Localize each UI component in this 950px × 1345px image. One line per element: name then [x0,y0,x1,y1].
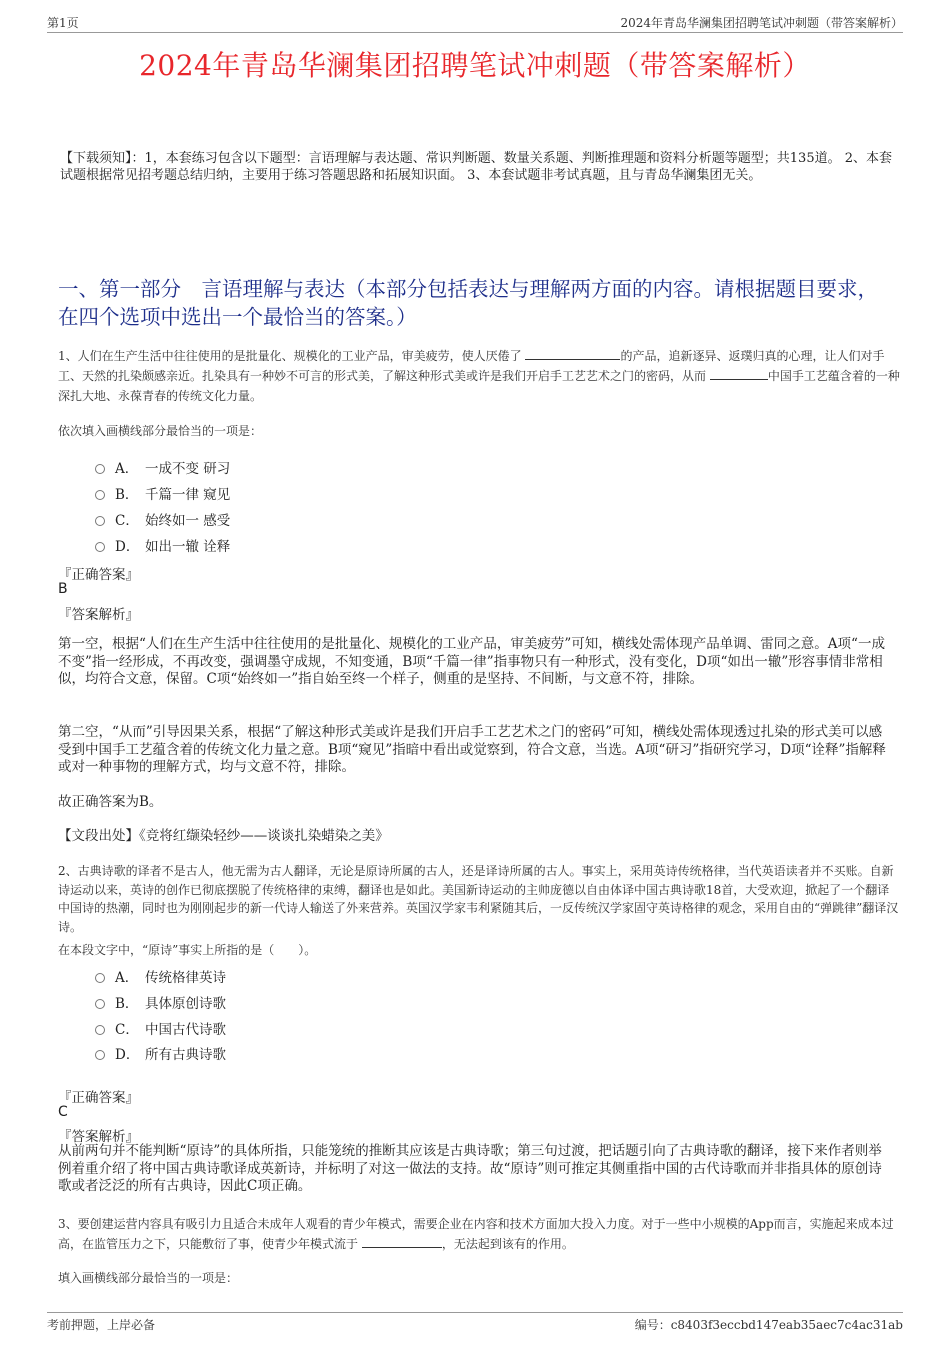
question-3-stem: 3、要创建运营内容具有吸引力且适合未成年人观看的青少年模式，需要企业在内容和技术方面加大投入力度。对于一些中小规模的App而言，实施起来成本过高，在监管压力之下，只能敷衍了事，使青少年模式流于 ，无法起到该有的作用。 [58,1217,894,1251]
radio-icon[interactable] [95,464,105,474]
fill-blank [362,1234,442,1248]
source-note: 【文段出处】《竞将红缬染轻纱——谈谈扎染蜡染之美》 [58,828,389,844]
radio-icon[interactable] [95,973,105,983]
radio-icon[interactable] [95,542,105,552]
question-3-prompt: 填入画横线部分最恰当的一项是： [58,1271,239,1285]
page-number: 第1页 [47,16,79,30]
answer-value: C [58,1104,68,1120]
option-c[interactable]: C． 中国古代诗歌 [95,1018,226,1038]
radio-icon[interactable] [95,490,105,500]
header-doc-title: 2024年青岛华澜集团招聘笔试冲刺题（带答案解析） [620,16,903,30]
answer-label: 『正确答案』 [58,1090,139,1106]
option-b[interactable]: B． 具体原创诗歌 [95,992,226,1012]
radio-icon[interactable] [95,999,105,1009]
question-2-prompt: 在本段文字中，“原诗”事实上所指的是（ ）。 [58,943,317,957]
answer-value: B [58,581,68,597]
answer-label: 『正确答案』 [58,567,139,583]
option-a[interactable]: A． 传统格律英诗 [95,966,226,986]
section-title: 一、第一部分 言语理解与表达（本部分包括表达与理解两方面的内容。请根据题目要求，在四个选项中选出一个最恰当的答案。） [58,277,878,329]
page-header [47,12,903,33]
analysis-paragraph: 第一空，根据“人们在生产生活中往往使用的是批量化、规模化的工业产品，审美疲劳”可知，横线处需体现产品单调、雷同之意。A项“一成不变”指一经形成，不再改变，强调墨守成规，不知变通，B项“千篇一律”指事物只有一种形式，没有变化，D项“如出一辙”形容事情非常相似，均符合文意，保留。C项“始终如一”指自始至终一个样子，侧重的是坚持、不间断，与文意不符，排除。 [58,636,885,687]
document-title: 2024年青岛华澜集团招聘笔试冲刺题（带答案解析） [139,49,811,82]
option-a[interactable]: A． 一成不变 研习 [95,457,230,477]
download-notice: 【下载须知】：1，本套练习包含以下题型：言语理解与表达题、常识判断题、数量关系题、判断推理题和资料分析题等题型；共135道。 2、本套试题根据常见招考题总结归纳，主要用于练习答题思路和拓展知识面。 3、本套试题非考试真题，且与青岛华澜集团无关。 [60,151,892,183]
radio-icon[interactable] [95,1050,105,1060]
analysis-conclusion: 故正确答案为B。 [58,794,163,810]
analysis-label: 『答案解析』 [58,607,139,623]
analysis-paragraph: 第二空，“从而”引导因果关系，根据“了解这种形式美或许是我们开启手工艺艺术之门的密码”可知，横线处需体现透过扎染的形式美可以感受到中国手工艺蕴含着的传统文化力量之意。B项“窥见”指暗中看出或觉察到，符合文意，当选。A项“研习”指研究学习，D项“诠释”指解释或对一种事物的理解方式，均与文意不符，排除。 [58,724,886,775]
footer-slogan: 考前押题，上岸必备 [47,1318,156,1332]
option-c[interactable]: C． 始终如一 感受 [95,509,230,529]
question-1-stem: 1、人们在生产生活中往往使用的是批量化、规模化的工业产品，审美疲劳，使人厌倦了 的产品，追新逐异、返璞归真的心理，让人们对手工、天然的扎染颇感亲近。扎染具有一种妙不可言的形式美，了解这种形式美或许是我们开启手工艺艺术之门的密码，从而 中国手工艺蕴含着的一种深扎大地、永葆青春的传统文化力量。 [58,346,900,406]
fill-blank [525,346,620,360]
radio-icon[interactable] [95,516,105,526]
page-footer [47,1312,903,1333]
footer-id: 编号：c8403f3eccbd147eab35aec7c4ac31ab [634,1318,903,1332]
question-2-stem: 2、古典诗歌的译者不是古人，他无需为古人翻译，无论是原诗所属的古人，还是译诗所属的古人。事实上，采用英诗传统格律，当代英语读者并不买账。自新诗运动以来，英诗的创作已彻底摆脱了传统格律的束缚，翻译也是如此。美国新诗运动的主帅庞德以自由体译中国古典诗歌18首，大受欢迎，掀起了一个翻译中国诗的热潮，同时也为刚刚起步的新一代诗人输送了外来营养。英国汉学家韦利紧随其后，一反传统汉学家固守英诗格律的观念，采用自由的“弹跳律”翻译汉诗。 [58,864,899,934]
option-b[interactable]: B． 千篇一律 窥见 [95,483,230,503]
analysis-label: 『答案解析』 [58,1129,139,1145]
option-d[interactable]: D． 所有古典诗歌 [95,1043,226,1063]
question-1-prompt: 依次填入画横线部分最恰当的一项是： [58,424,263,438]
fill-blank [710,366,768,380]
radio-icon[interactable] [95,1025,105,1035]
analysis-paragraph: 从前两句并不能判断“原诗”的具体所指，只能笼统的推断其应该是古典诗歌；第三句过渡，把话题引向了古典诗歌的翻译，接下来作者则举例着重介绍了将中国古典诗歌译成英新诗，并标明了对这一做法的支持。故“原诗”则可推定其侧重指中国的古代诗歌而并非指具体的原创诗歌或者泛泛的所有古典诗，因此C项正确。 [58,1143,882,1194]
option-d[interactable]: D． 如出一辙 诠释 [95,535,230,555]
